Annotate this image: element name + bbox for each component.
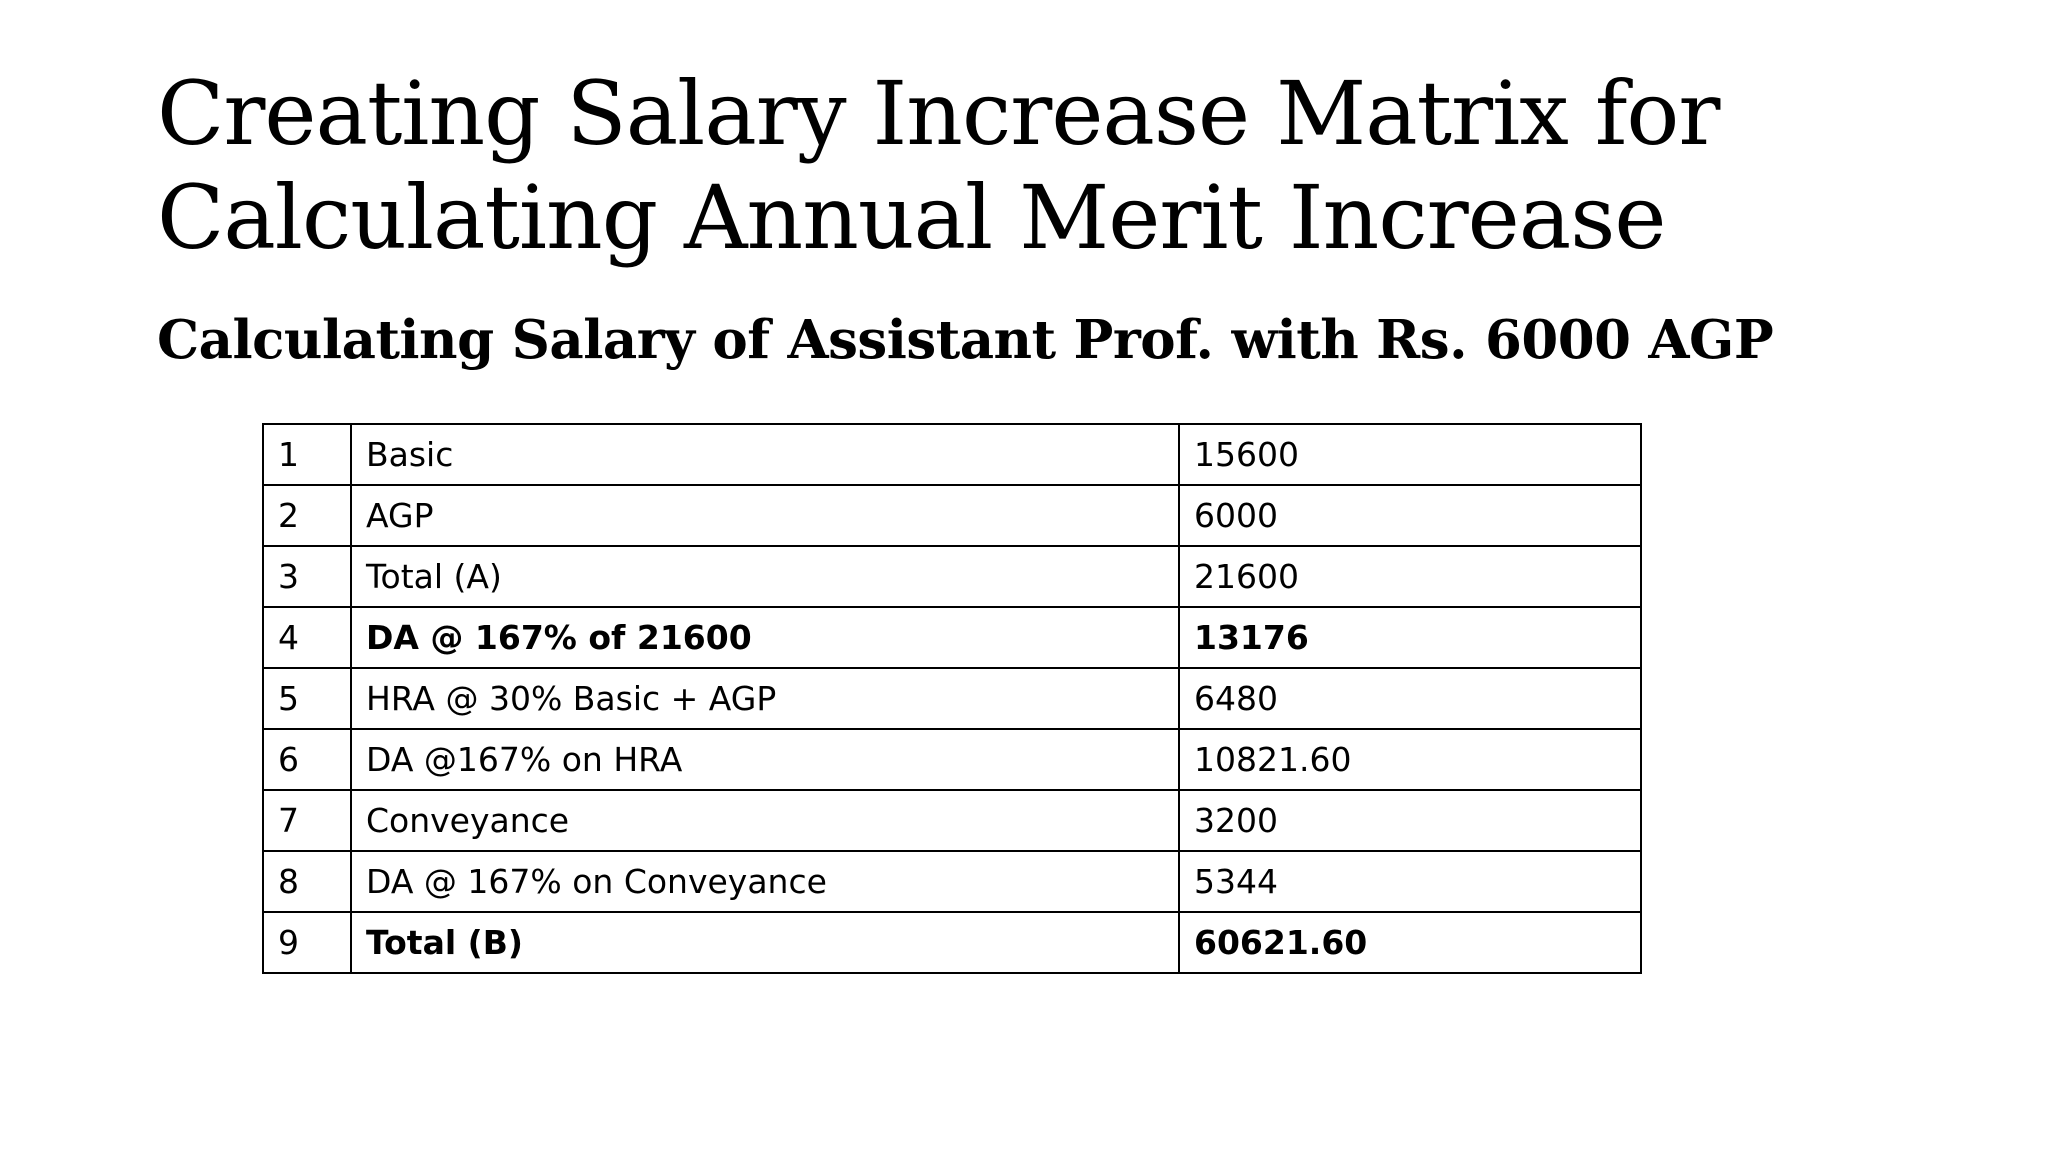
table-row [263,851,1641,912]
amount-cell: 13176 [1179,607,1641,668]
item-label-cell: Conveyance [351,790,1179,851]
item-label-cell: Basic [351,424,1179,485]
table-row [263,790,1641,851]
table-row [263,546,1641,607]
amount-cell: 21600 [1179,546,1641,607]
amount-cell: 60621.60 [1179,912,1641,973]
row-number-cell: 6 [263,729,351,790]
amount-cell: 3200 [1179,790,1641,851]
amount-cell: 5344 [1179,851,1641,912]
slide-title-line-2: Calculating Annual Merit Increase [157,166,1666,269]
table-row [263,668,1641,729]
slide-title-line-1: Creating Salary Increase Matrix for [157,62,1720,165]
item-label-cell: Total (A) [351,546,1179,607]
row-number-cell: 8 [263,851,351,912]
salary-table [262,423,1642,974]
salary-table-body [263,424,1641,973]
row-number-cell: 3 [263,546,351,607]
row-number-cell: 7 [263,790,351,851]
item-label-cell: DA @ 167% on Conveyance [351,851,1179,912]
amount-cell: 15600 [1179,424,1641,485]
row-number-cell: 2 [263,485,351,546]
table-row [263,607,1641,668]
item-label-cell: Total (B) [351,912,1179,973]
row-number-cell: 4 [263,607,351,668]
item-label-cell: DA @167% on HRA [351,729,1179,790]
table-row [263,424,1641,485]
item-label-cell: HRA @ 30% Basic + AGP [351,668,1179,729]
item-label-cell: DA @ 167% of 21600 [351,607,1179,668]
row-number-cell: 9 [263,912,351,973]
table-row [263,485,1641,546]
row-number-cell: 5 [263,668,351,729]
slide-title [157,62,1917,270]
amount-cell: 6000 [1179,485,1641,546]
table-row [263,912,1641,973]
slide-subtitle: Calculating Salary of Assistant Prof. with Rs. 6000 AGP [157,309,1774,371]
amount-cell: 6480 [1179,668,1641,729]
row-number-cell: 1 [263,424,351,485]
amount-cell: 10821.60 [1179,729,1641,790]
table-row [263,729,1641,790]
item-label-cell: AGP [351,485,1179,546]
